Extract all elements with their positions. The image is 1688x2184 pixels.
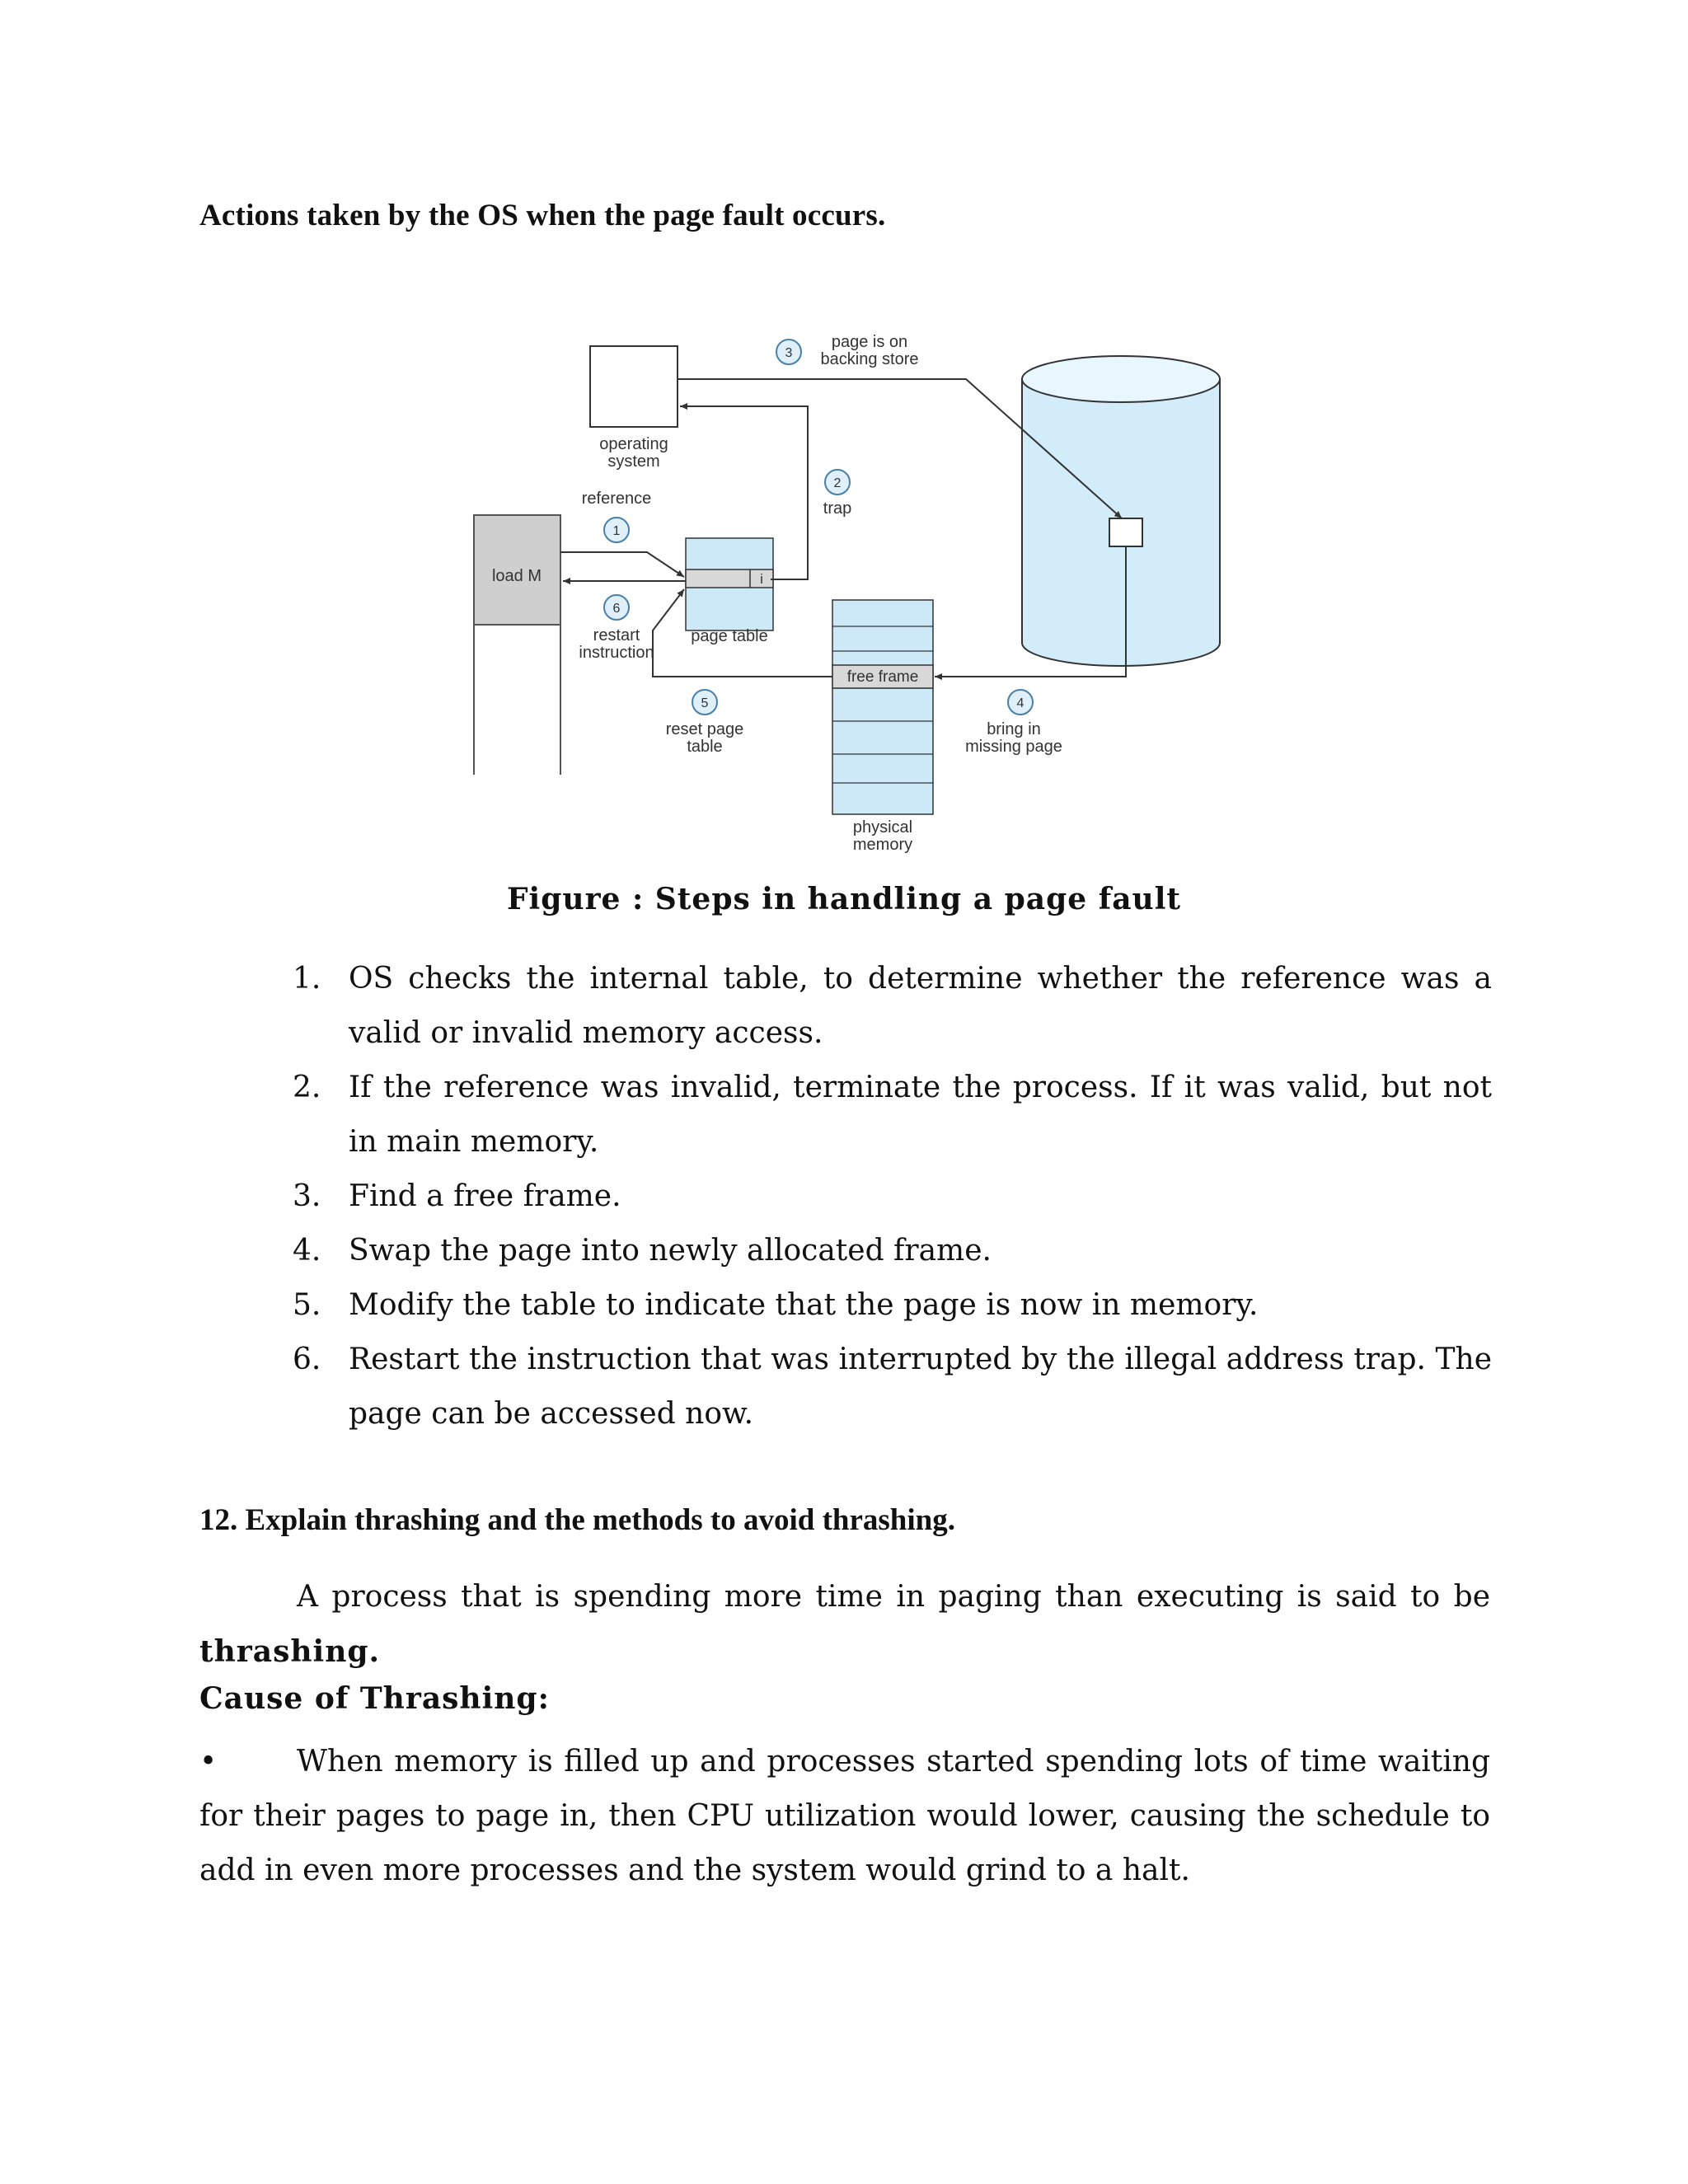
steps-list [293,952,1492,1441]
list-item [293,1061,1492,1169]
list-number: 2. [293,1071,321,1104]
svg-text:3: 3 [785,346,793,360]
cause-bullet [199,1735,1490,1898]
reference-label: reference [581,490,652,508]
reference-arrow [560,552,684,577]
bullet-marker: • [199,1745,218,1779]
list-item [293,952,1492,1061]
list-item [293,1278,1492,1333]
list-item [293,1333,1492,1441]
definition-text: A process that is spending more time in paging than executing is said to be [297,1580,1490,1614]
list-number: 5. [293,1288,321,1322]
list-text: If the reference was invalid, terminate the process. If it was valid, but not in main memory. [349,1071,1492,1159]
load-m-label: load M [491,567,542,585]
page-fault-diagram [462,317,1253,861]
list-text: Restart the instruction that was interrupted by the illegal address trap. The page can be accessed now. [349,1343,1492,1431]
section-heading: Actions taken by the OS when the page fault occurs. [199,199,886,232]
step-3-marker [776,340,801,364]
svg-text:1: 1 [612,524,621,538]
question-heading: 12. Explain thrashing and the methods to avoid thrashing. [199,1503,955,1537]
list-number: 4. [293,1234,321,1268]
svg-text:2: 2 [833,476,842,490]
list-text: Swap the page into newly allocated frame. [349,1234,992,1268]
step-1-marker [604,518,629,542]
figure-caption: Figure : Steps in handling a page fault [506,882,1182,916]
list-number: 3. [293,1179,321,1213]
backing-store-label: backing store [820,350,919,368]
list-number: 6. [293,1343,321,1376]
free-frame-label: free frame [846,668,919,686]
physical-memory-label: physical [852,818,913,837]
svg-text:4: 4 [1016,696,1025,710]
list-text: OS checks the internal table, to determine whether the reference was a valid or invalid memory access. [349,962,1492,1050]
trap-label: trap [823,499,852,518]
step-5-marker [692,690,717,715]
step-2-marker [825,470,850,494]
thrashing-definition [199,1570,1490,1680]
bullet-text: When memory is filled up and processes started spending lots of time waiting for their pages to page in, then CPU utilization would lower, causing the schedule to add in even more processes and the system would grind to a halt. [199,1745,1490,1887]
bring-in-missing-page-label: missing page [965,738,1062,756]
missing-page-block [1109,518,1142,546]
thrashing-term: thrashing. [199,1634,381,1669]
backing-store-disk [1022,356,1220,666]
list-number: 1. [293,962,321,996]
physical-memory [832,600,933,814]
reset-page-table-label: table [687,738,723,756]
cause-heading: Cause of Thrashing: [199,1681,550,1716]
reset-page-table-label: reset page [665,720,744,738]
list-text: Find a free frame. [349,1179,621,1213]
step-4-marker [1008,690,1033,715]
page-table-invalid-bit: i [760,571,763,587]
backing-store-label: page is on [831,333,908,351]
physical-memory-label: memory [852,836,913,854]
svg-text:5: 5 [701,696,709,710]
page-table-label: page table [691,627,768,645]
list-text: Modify the table to indicate that the page is now in memory. [349,1288,1259,1322]
step-6-marker [604,595,629,620]
svg-text:6: 6 [612,602,621,616]
restart-instruction-label: restart [593,626,640,644]
operating-system-label: system [607,452,660,471]
operating-system-box [590,346,678,427]
operating-system-label: operating [599,435,668,453]
list-item [293,1224,1492,1278]
bring-in-missing-page-label: bring in [987,720,1041,738]
restart-instruction-label: instruction [579,644,654,662]
list-item [293,1169,1492,1224]
